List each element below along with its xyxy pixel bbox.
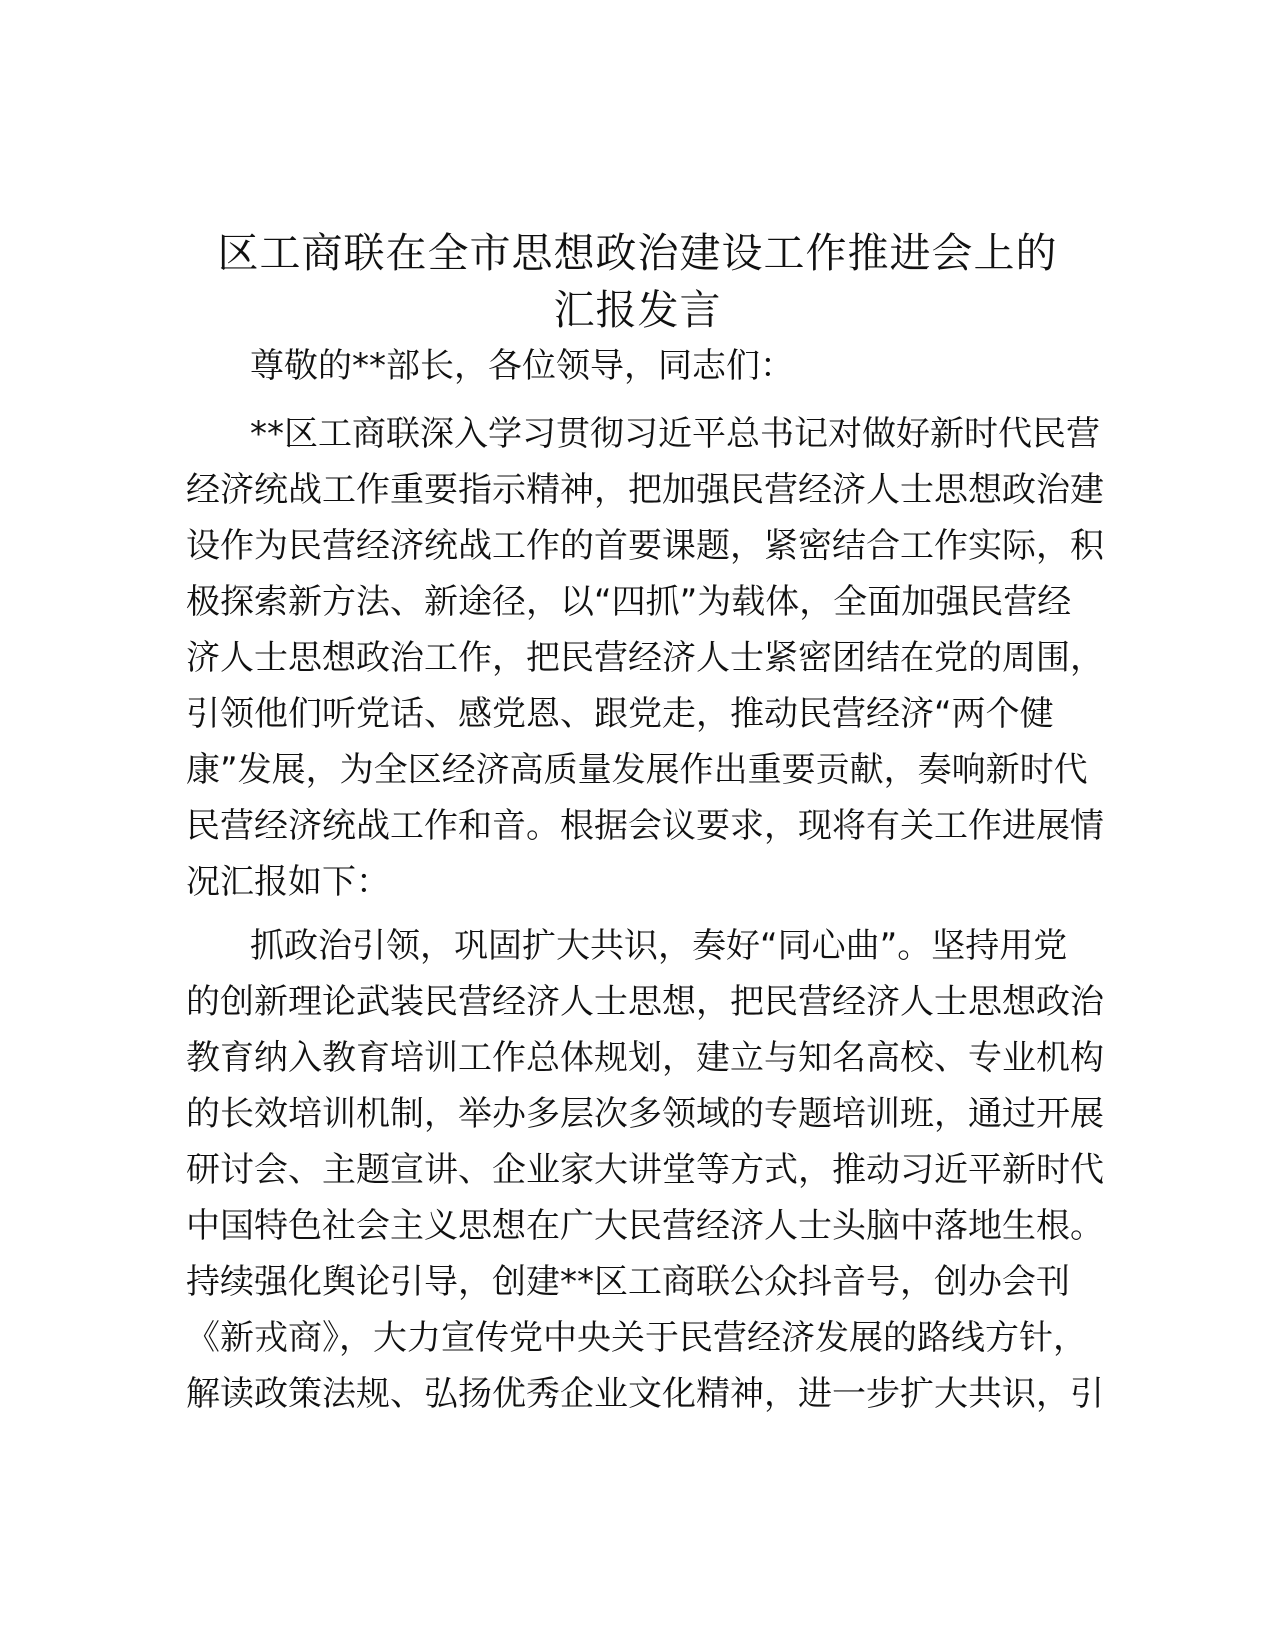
paragraph-1-line: 民营经济统战工作和音。根据会议要求，现将有关工作进展情 [186,806,1104,846]
paragraph-1-line: **区工商联深入学习贯彻习近平总书记对做好新时代民营 [250,414,1100,454]
paragraph-2-line: 《新戎商》，大力宣传党中央关于民营经济发展的路线方针， [186,1318,1087,1358]
document-title-line-2: 汇报发言 [553,286,722,334]
paragraph-1-line: 引领他们听党话、感党恩、跟党走，推动民营经济“两个健 [186,694,1054,734]
salutation: 尊敬的**部长，各位领导，同志们： [250,346,794,386]
paragraph-2-line: 中国特色社会主义思想在广大民营经济人士头脑中落地生根。 [186,1206,1104,1246]
paragraph-2-line: 抓政治引领，巩固扩大共识，奏好“同心曲”。坚持用党 [250,926,1068,966]
paragraph-1-line: 济人士思想政治工作，把民营经济人士紧密团结在党的周围， [186,638,1104,678]
paragraph-2-line: 研讨会、主题宣讲、企业家大讲堂等方式，推动习近平新时代 [186,1150,1104,1190]
paragraph-2-line: 教育纳入教育培训工作总体规划，建立与知名高校、专业机构 [186,1038,1104,1078]
paragraph-1-line: 经济统战工作重要指示精神，把加强民营经济人士思想政治建 [186,470,1104,510]
paragraph-2-line: 解读政策法规、弘扬优秀企业文化精神，进一步扩大共识，引 [186,1374,1104,1414]
paragraph-1-line: 极探索新方法、新途径，以“四抓”为载体，全面加强民营经 [186,582,1072,622]
paragraph-2-line: 持续强化舆论引导，创建**区工商联公众抖音号，创办会刊 [186,1262,1070,1302]
paragraph-1-line: 况汇报如下： [186,862,390,902]
paragraph-1-line: 设作为民营经济统战工作的首要课题，紧密结合工作实际，积 [186,526,1104,566]
document-title-line-1: 区工商联在全市思想政治建设工作推进会上的 [217,229,1058,277]
paragraph-1-line: 康”发展，为全区经济高质量发展作出重要贡献，奏响新时代 [186,750,1088,790]
paragraph-2-line: 的创新理论武装民营经济人士思想，把民营经济人士思想政治 [186,982,1104,1022]
paragraph-2-line: 的长效培训机制，举办多层次多领域的专题培训班，通过开展 [186,1094,1104,1134]
